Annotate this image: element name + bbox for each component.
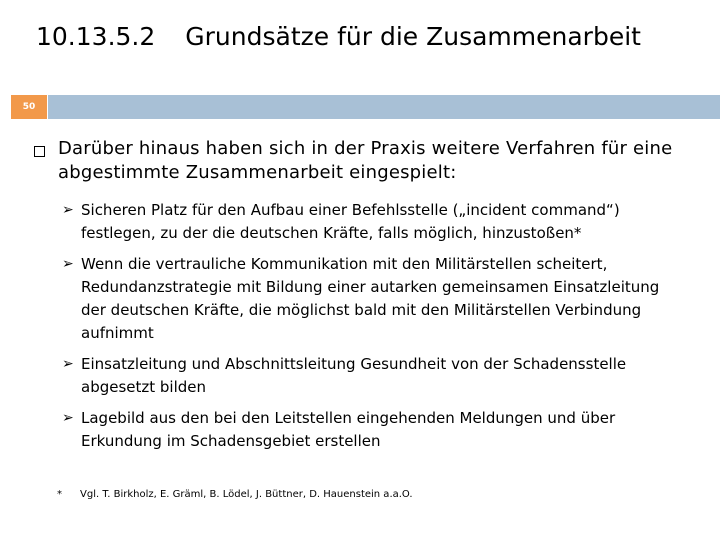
section-number: 10.13.5.2 [36,22,156,51]
sub-bullet-text: Lagebild aus den bei den Leitstellen eingehenden Meldungen und über Erkundung im Schadensgebiet erstellen [81,409,616,450]
header-bar [0,95,720,119]
accent-bar [48,95,720,119]
footnote-marker: * [57,489,62,500]
slide-number: 50 [22,102,36,112]
arrow-bullet-icon: ➢ [62,256,74,272]
title-text: Grundsätze für die Zusammenarbeit [185,22,641,51]
arrow-bullet-icon: ➢ [62,356,74,372]
sub-bullet-text: Wenn die vertrauliche Kommunikation mit den Militärstellen scheitert, Redundanzstrategie mit Bildung einer autarken gemeinsamen Einsatzleitung der deutschen Kräfte, die möglichst bald mit den Militärstellen Verbindung aufnimmt [81,255,660,342]
arrow-bullet-icon: ➢ [62,202,74,218]
footnote-text: Vgl. T. Birkholz, E. Gräml, B. Lödel, J. Büttner, D. Hauenstein a.a.O. [80,489,413,500]
sub-bullet-text: Einsatzleitung und Abschnittsleitung Gesundheit von der Schadensstelle abgesetzt bilden [81,355,627,396]
hollow-square-bullet-icon [34,146,45,157]
slide-number-badge [11,95,47,119]
slide-title [36,22,641,51]
sub-bullet-text: Sicheren Platz für den Aufbau einer Befehlsstelle („incident command“) festlegen, zu der die deutschen Kräfte, falls möglich, hinzustoßen* [81,201,620,242]
arrow-bullet-icon: ➢ [62,410,74,426]
main-bullet-text: Darüber hinaus haben sich in der Praxis weitere Verfahren für eine abgestimmte Zusammenarbeit eingespielt: [58,138,673,183]
